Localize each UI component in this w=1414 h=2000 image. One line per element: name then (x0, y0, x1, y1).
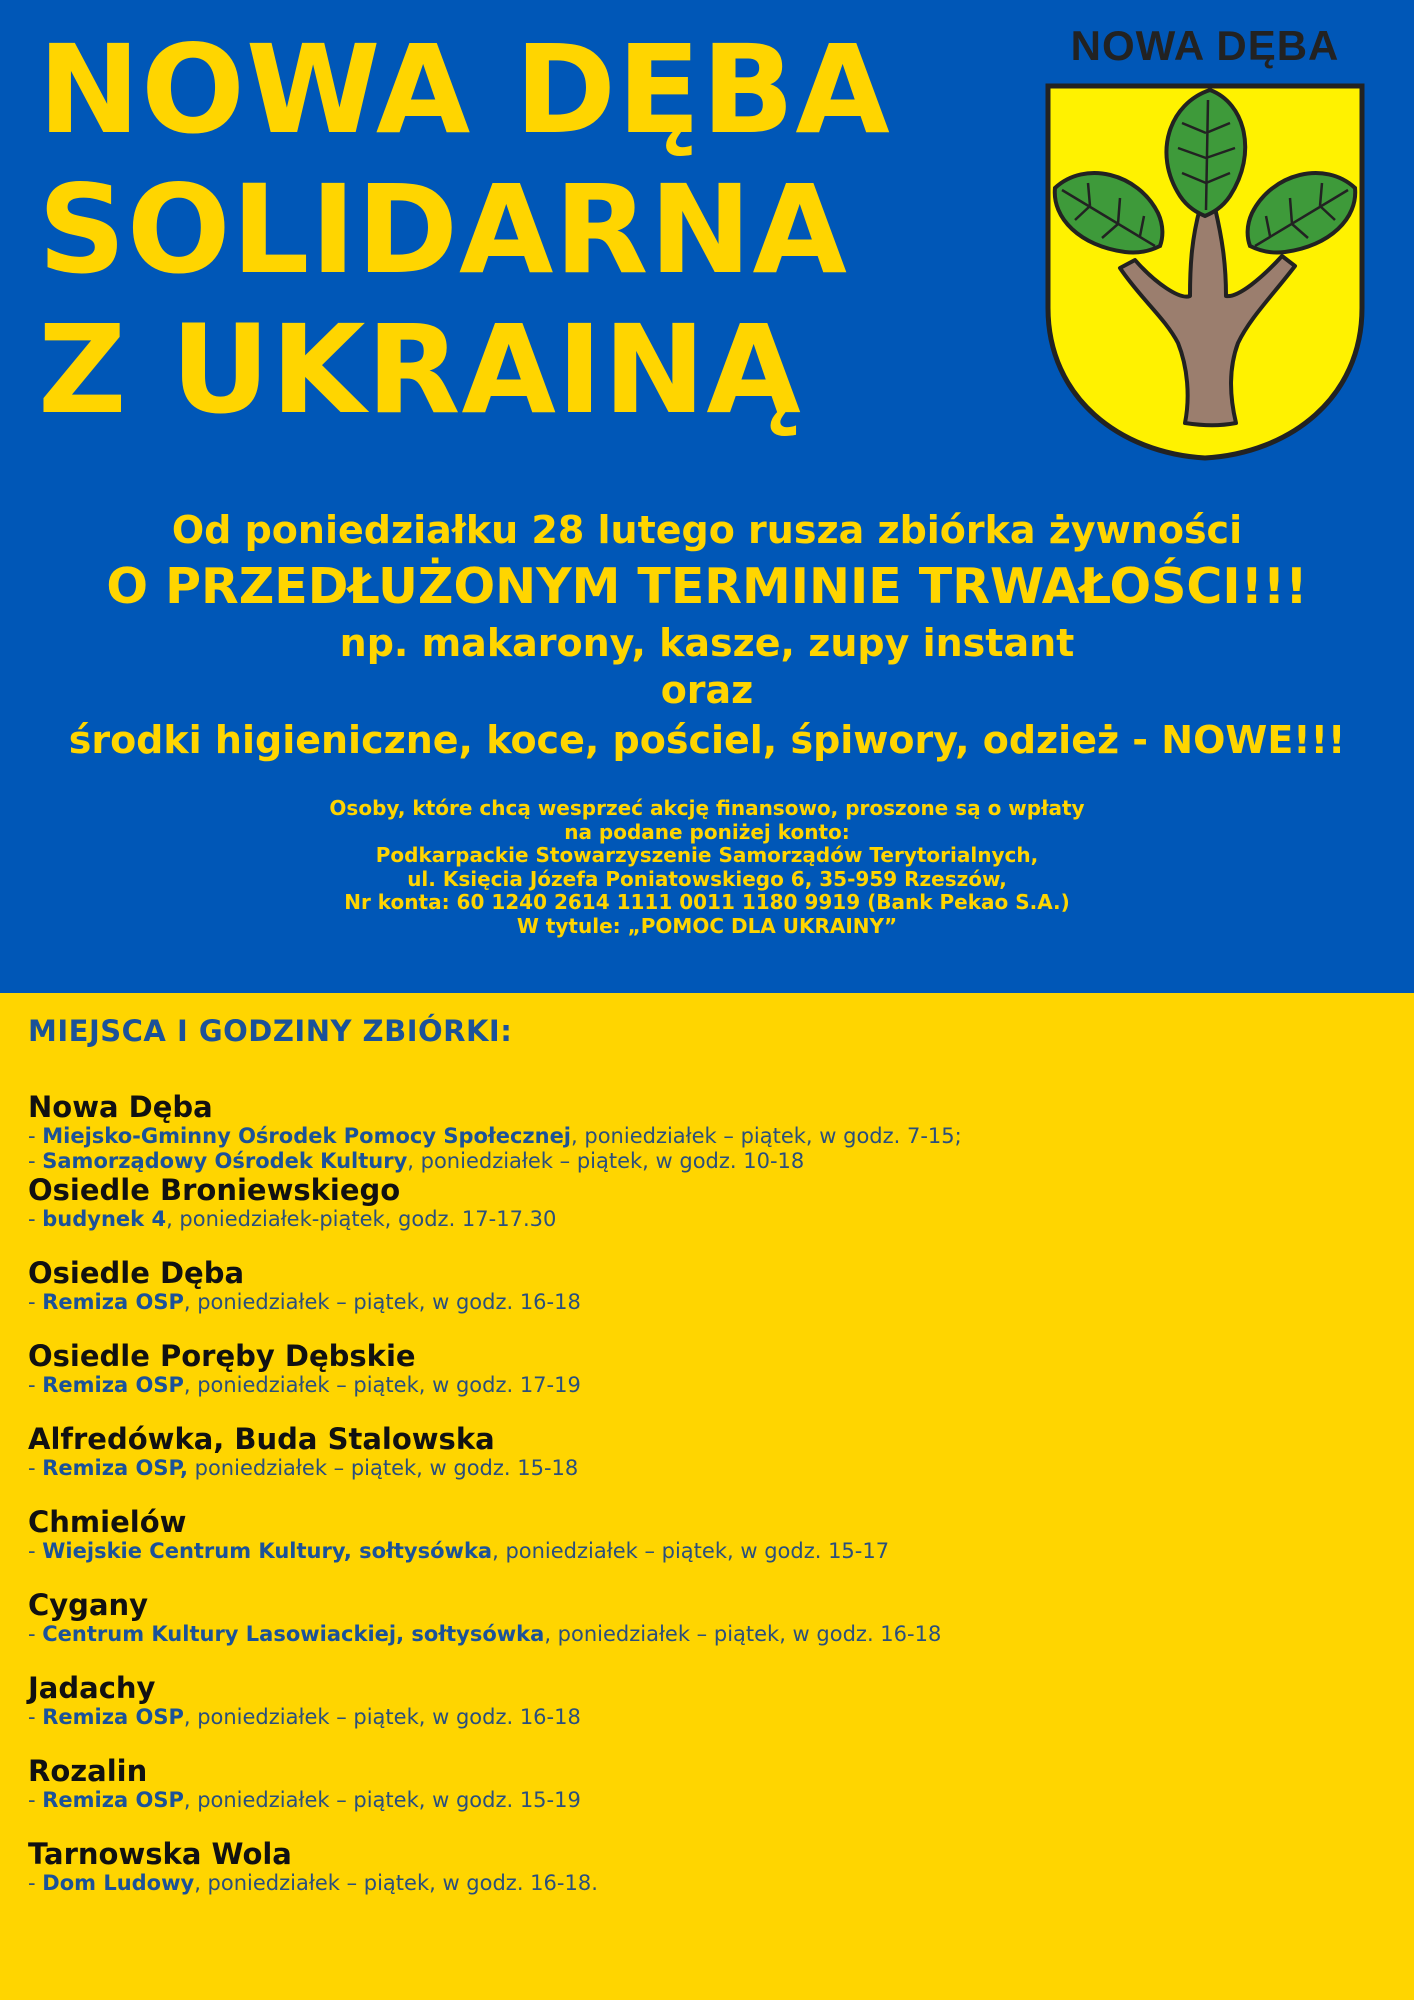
announcement-line-2: O PRZEDŁUŻONYM TERMINIE TRWAŁOŚCI!!! (106, 558, 1308, 615)
location-place: Samorządowy Ośrodek Kultury (42, 1149, 408, 1173)
location-hours: , poniedziałek – piątek, w godz. 16-18 (183, 1705, 581, 1729)
bank-account-line: Nr konta: 60 1240 2614 1111 0011 1180 9919 (Bank Pekao S.A.) (344, 890, 1070, 914)
location-hours: , poniedziałek – piątek, w godz. 7-15; (571, 1124, 962, 1148)
location-place: Remiza OSP (42, 1788, 184, 1812)
location-item (28, 1837, 1388, 1920)
dash: - (28, 1149, 43, 1173)
dash: - (28, 1871, 43, 1895)
location-name: Jadachy (28, 1671, 156, 1705)
transfer-title-line: W tytule: „POMOC DLA UKRAINY” (516, 913, 898, 938)
location-hours: , poniedziałek – piątek, w godz. 15-17 (492, 1539, 890, 1563)
location-hours: , poniedziałek – piątek, w godz. 17-19 (183, 1373, 581, 1397)
locations-list (28, 1090, 1388, 1920)
location-detail (28, 1149, 1388, 1174)
location-detail (28, 1124, 1388, 1149)
location-name: Osiedle Poręby Dębskie (28, 1339, 416, 1373)
location-name: Tarnowska Wola (28, 1837, 292, 1871)
donation-line: Osoby, które chcą wesprzeć akcję finansowo, proszone są o wpłaty (329, 796, 1085, 820)
announcement-line-1: Od poniedziałku 28 lutego rusza zbiórka żywności (171, 508, 1243, 552)
donation-line: na podane poniżej konto: (564, 819, 850, 844)
location-detail (28, 1705, 1388, 1730)
dash: - (28, 1539, 43, 1563)
location-item (28, 1505, 1388, 1588)
location-item (28, 1588, 1388, 1671)
location-name: Osiedle Dęba (28, 1256, 245, 1290)
location-item (28, 1754, 1388, 1837)
location-item (28, 1090, 1388, 1173)
donation-info (0, 797, 1414, 938)
title-line-1: NOWA DĘBA (38, 19, 891, 161)
donation-line: ul. Księcia Józefa Poniatowskiego 6, 35-959 Rzeszów, (407, 866, 1007, 891)
location-hours: , poniedziałek – piątek, w godz. 15-19 (183, 1788, 581, 1812)
location-item (28, 1422, 1388, 1505)
dash: - (28, 1373, 43, 1397)
blue-header-section (0, 0, 1414, 993)
location-hours: , poniedziałek – piątek, w godz. 16-18 (544, 1622, 942, 1646)
dash: - (28, 1207, 43, 1231)
donation-line: Podkarpackie Stowarzyszenie Samorządów Terytorialnych, (375, 843, 1039, 867)
location-detail (28, 1788, 1388, 1813)
location-name: Cygany (28, 1588, 149, 1622)
location-detail (28, 1622, 1388, 1647)
announcement-line-3: np. makarony, kasze, zupy instant (339, 621, 1075, 665)
location-place: Centrum Kultury Lasowiackiej, sołtysówka (42, 1622, 545, 1646)
location-detail (28, 1456, 1388, 1481)
location-item (28, 1173, 1388, 1256)
crest-label: NOWA DĘBA (1070, 22, 1340, 69)
dash: - (28, 1290, 43, 1314)
location-detail (28, 1871, 1388, 1896)
location-hours: , poniedziałek – piątek, w godz. 16-18 (183, 1290, 581, 1314)
location-hours: , poniedziałek – piątek, w godz. 10-18 (407, 1149, 805, 1173)
location-name: Chmielów (28, 1505, 187, 1539)
location-place: Miejsko-Gminny Ośrodek Pomocy Społecznej (42, 1124, 572, 1148)
dash: - (28, 1788, 43, 1812)
page-title (38, 20, 891, 440)
location-item (28, 1256, 1388, 1339)
location-name: Rozalin (28, 1754, 148, 1788)
announcement-line-5: środki higieniczne, koce, pościel, śpiwory, odzież - NOWE!!! (68, 718, 1346, 762)
section-title: MIEJSCA I GODZINY ZBIÓRKI: (28, 1014, 513, 1048)
location-item (28, 1339, 1388, 1422)
location-place: Dom Ludowy (42, 1871, 195, 1895)
location-hours: poniedziałek – piątek, w godz. 15-18 (187, 1456, 579, 1480)
location-hours: , poniedziałek-piątek, godz. 17-17.30 (166, 1207, 557, 1231)
location-place: Remiza OSP, (42, 1456, 188, 1480)
dash: - (28, 1622, 43, 1646)
location-hours: , poniedziałek – piątek, w godz. 16-18. (194, 1871, 598, 1895)
title-line-3: Z UKRAINĄ (38, 299, 802, 441)
location-place: Remiza OSP (42, 1373, 184, 1397)
dash: - (28, 1124, 43, 1148)
location-item (28, 1671, 1388, 1754)
announcement-line-4: oraz (660, 668, 754, 712)
location-detail (28, 1207, 1388, 1232)
location-name: Osiedle Broniewskiego (28, 1173, 401, 1207)
location-name: Alfredówka, Buda Stalowska (28, 1422, 495, 1456)
location-place: Remiza OSP (42, 1705, 184, 1729)
oak-tree-coat-of-arms-icon (1040, 78, 1370, 463)
location-detail (28, 1539, 1388, 1564)
dash: - (28, 1456, 43, 1480)
announcement-block (0, 504, 1414, 768)
location-detail (28, 1373, 1388, 1398)
title-line-2: SOLIDARNA (38, 159, 848, 301)
location-place: budynek 4 (42, 1207, 167, 1231)
location-place: Remiza OSP (42, 1290, 184, 1314)
location-name: Nowa Dęba (28, 1090, 213, 1124)
dash: - (28, 1705, 43, 1729)
location-detail (28, 1290, 1388, 1315)
location-place: Wiejskie Centrum Kultury, sołtysówka (42, 1539, 493, 1563)
